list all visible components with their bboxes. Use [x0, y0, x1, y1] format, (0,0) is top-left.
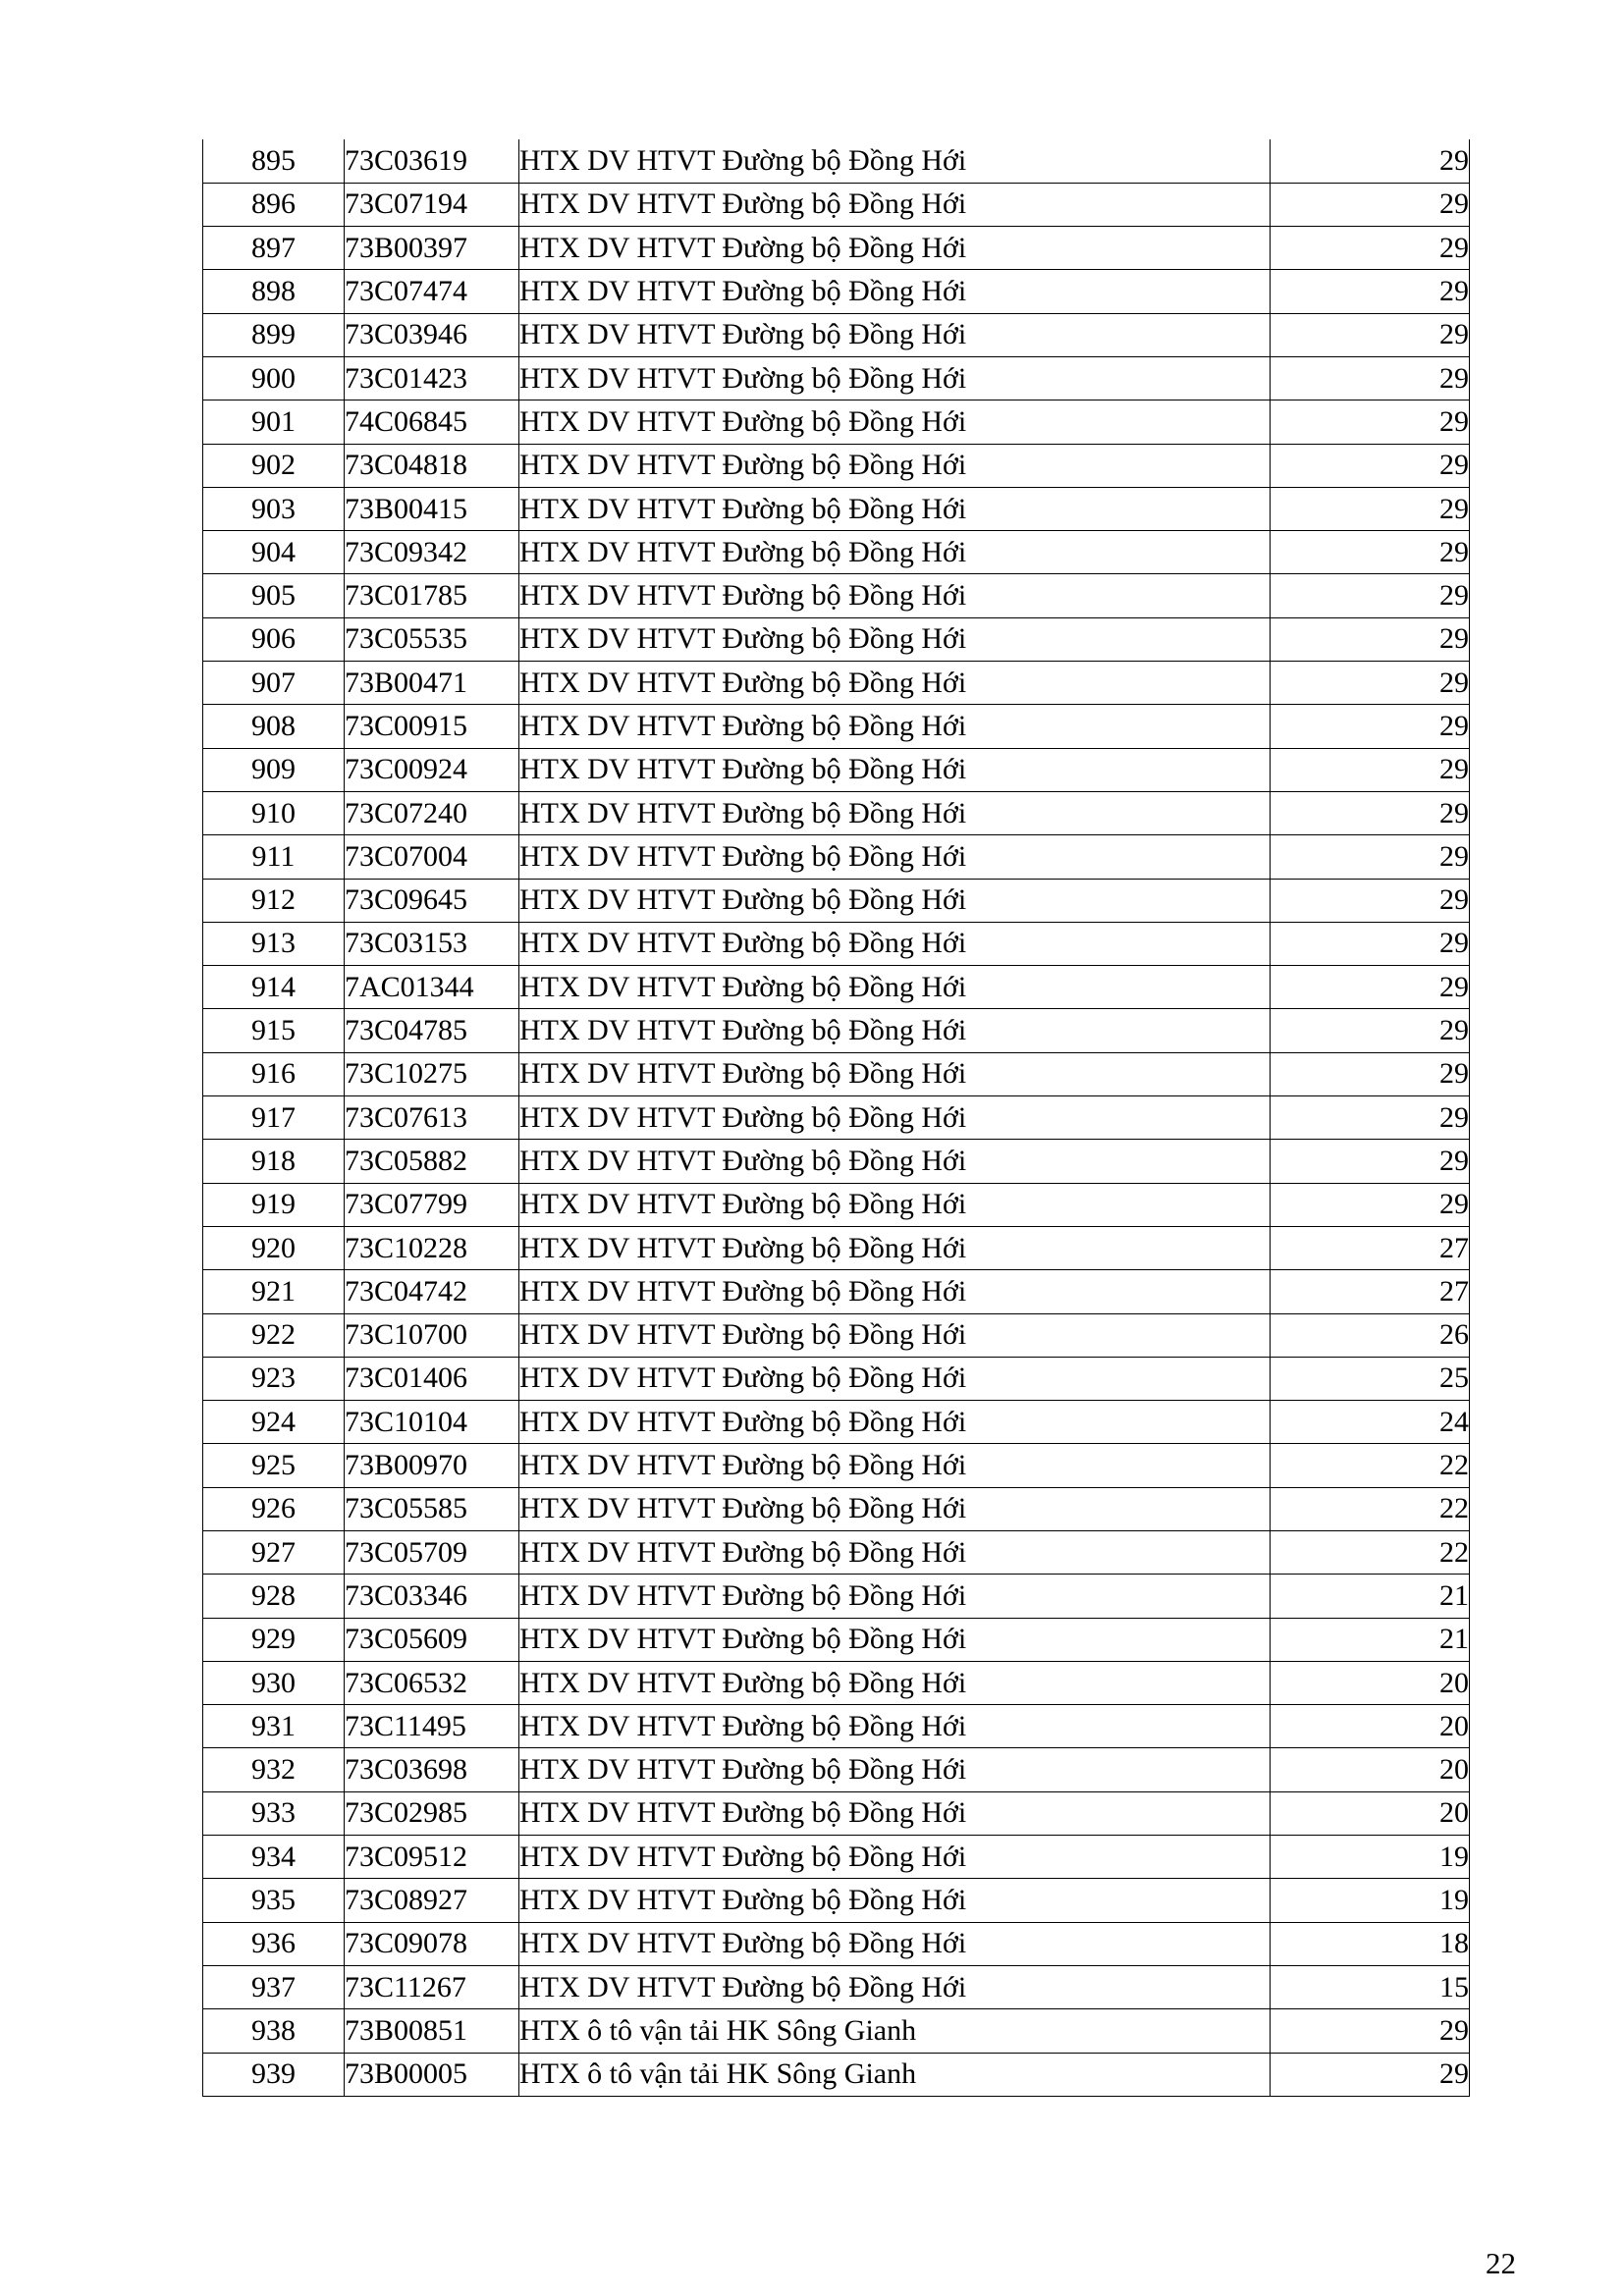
cell-stt: 910 [203, 791, 345, 834]
cell-unit-name: HTX DV HTVT Đường bộ Đồng Hới [519, 531, 1271, 574]
cell-value: 29 [1271, 2009, 1470, 2053]
table-row [203, 1357, 1470, 1400]
cell-unit-name: HTX DV HTVT Đường bộ Đồng Hới [519, 139, 1271, 183]
table-row [203, 1922, 1470, 1965]
cell-plate-number: 73C09078 [345, 1922, 519, 1965]
cell-unit-name: HTX DV HTVT Đường bộ Đồng Hới [519, 1879, 1271, 1922]
cell-plate-number: 73C04818 [345, 444, 519, 487]
cell-stt: 921 [203, 1270, 345, 1313]
table-row [203, 227, 1470, 270]
table-row [203, 1965, 1470, 2008]
table-row [203, 662, 1470, 705]
cell-unit-name: HTX DV HTVT Đường bộ Đồng Hới [519, 1575, 1271, 1618]
cell-plate-number: 73C01406 [345, 1357, 519, 1400]
cell-stt: 924 [203, 1401, 345, 1444]
table-row [203, 1748, 1470, 1791]
cell-value: 29 [1271, 748, 1470, 791]
table-row [203, 487, 1470, 530]
cell-value: 29 [1271, 1140, 1470, 1183]
cell-unit-name: HTX DV HTVT Đường bộ Đồng Hới [519, 1270, 1271, 1313]
table-row [203, 1096, 1470, 1140]
table-row [203, 270, 1470, 313]
table-row [203, 1226, 1470, 1269]
cell-value: 25 [1271, 1357, 1470, 1400]
table-row [203, 1444, 1470, 1487]
cell-stt: 903 [203, 487, 345, 530]
table-row [203, 1140, 1470, 1183]
cell-value: 29 [1271, 1183, 1470, 1226]
cell-unit-name: HTX DV HTVT Đường bộ Đồng Hới [519, 966, 1271, 1009]
cell-plate-number: 73C05535 [345, 617, 519, 661]
cell-unit-name: HTX DV HTVT Đường bộ Đồng Hới [519, 705, 1271, 748]
cell-unit-name: HTX DV HTVT Đường bộ Đồng Hới [519, 1357, 1271, 1400]
table-row [203, 400, 1470, 444]
cell-value: 29 [1271, 879, 1470, 922]
table-row [203, 1401, 1470, 1444]
cell-plate-number: 73C03346 [345, 1575, 519, 1618]
cell-unit-name: HTX DV HTVT Đường bộ Đồng Hới [519, 356, 1271, 400]
cell-unit-name: HTX DV HTVT Đường bộ Đồng Hới [519, 1444, 1271, 1487]
cell-plate-number: 73C03619 [345, 139, 519, 183]
cell-unit-name: HTX DV HTVT Đường bộ Đồng Hới [519, 1705, 1271, 1748]
cell-value: 29 [1271, 139, 1470, 183]
cell-stt: 919 [203, 1183, 345, 1226]
page-number: 22 [1486, 2246, 1516, 2280]
table-row [203, 1313, 1470, 1357]
cell-value: 22 [1271, 1444, 1470, 1487]
cell-value: 29 [1271, 270, 1470, 313]
table-row [203, 183, 1470, 226]
cell-stt: 899 [203, 313, 345, 356]
cell-value: 29 [1271, 966, 1470, 1009]
table-row [203, 356, 1470, 400]
cell-plate-number: 73B00851 [345, 2009, 519, 2053]
table-row [203, 2053, 1470, 2096]
table-row [203, 1575, 1470, 1618]
table-row [203, 1705, 1470, 1748]
table-row [203, 748, 1470, 791]
table-row [203, 444, 1470, 487]
cell-value: 29 [1271, 313, 1470, 356]
cell-value: 27 [1271, 1226, 1470, 1269]
cell-plate-number: 73C11495 [345, 1705, 519, 1748]
cell-value: 29 [1271, 617, 1470, 661]
cell-plate-number: 73B00970 [345, 1444, 519, 1487]
cell-plate-number: 73C10275 [345, 1052, 519, 1095]
table-row [203, 2009, 1470, 2053]
cell-unit-name: HTX DV HTVT Đường bộ Đồng Hới [519, 748, 1271, 791]
cell-value: 29 [1271, 227, 1470, 270]
cell-stt: 933 [203, 1791, 345, 1835]
cell-value: 29 [1271, 835, 1470, 879]
cell-plate-number: 73C10228 [345, 1226, 519, 1269]
cell-plate-number: 73C00915 [345, 705, 519, 748]
cell-plate-number: 73C07004 [345, 835, 519, 879]
cell-plate-number: 73C03946 [345, 313, 519, 356]
cell-stt: 914 [203, 966, 345, 1009]
cell-unit-name: HTX DV HTVT Đường bộ Đồng Hới [519, 1661, 1271, 1704]
cell-stt: 931 [203, 1705, 345, 1748]
cell-plate-number: 73C07613 [345, 1096, 519, 1140]
cell-stt: 936 [203, 1922, 345, 1965]
table-row [203, 531, 1470, 574]
cell-stt: 897 [203, 227, 345, 270]
cell-stt: 937 [203, 1965, 345, 2008]
cell-stt: 920 [203, 1226, 345, 1269]
cell-plate-number: 73C09342 [345, 531, 519, 574]
table-row [203, 1531, 1470, 1575]
cell-unit-name: HTX DV HTVT Đường bộ Đồng Hới [519, 791, 1271, 834]
cell-plate-number: 73C05882 [345, 1140, 519, 1183]
cell-plate-number: 73B00415 [345, 487, 519, 530]
cell-value: 29 [1271, 444, 1470, 487]
cell-value: 15 [1271, 1965, 1470, 2008]
cell-stt: 928 [203, 1575, 345, 1618]
cell-plate-number: 73C04785 [345, 1009, 519, 1052]
cell-unit-name: HTX DV HTVT Đường bộ Đồng Hới [519, 1052, 1271, 1095]
cell-value: 29 [1271, 574, 1470, 617]
cell-unit-name: HTX DV HTVT Đường bộ Đồng Hới [519, 574, 1271, 617]
cell-unit-name: HTX DV HTVT Đường bộ Đồng Hới [519, 227, 1271, 270]
cell-plate-number: 73C06532 [345, 1661, 519, 1704]
cell-unit-name: HTX DV HTVT Đường bộ Đồng Hới [519, 879, 1271, 922]
cell-stt: 934 [203, 1836, 345, 1879]
vehicle-table [202, 139, 1470, 2097]
cell-plate-number: 7AC01344 [345, 966, 519, 1009]
cell-unit-name: HTX DV HTVT Đường bộ Đồng Hới [519, 1791, 1271, 1835]
cell-value: 19 [1271, 1836, 1470, 1879]
cell-plate-number: 73C03153 [345, 922, 519, 965]
cell-unit-name: HTX DV HTVT Đường bộ Đồng Hới [519, 444, 1271, 487]
table-row [203, 1618, 1470, 1661]
cell-plate-number: 73C08927 [345, 1879, 519, 1922]
cell-value: 29 [1271, 791, 1470, 834]
cell-unit-name: HTX DV HTVT Đường bộ Đồng Hới [519, 1183, 1271, 1226]
cell-unit-name: HTX DV HTVT Đường bộ Đồng Hới [519, 1009, 1271, 1052]
cell-unit-name: HTX DV HTVT Đường bộ Đồng Hới [519, 1965, 1271, 2008]
table-row [203, 574, 1470, 617]
cell-value: 29 [1271, 400, 1470, 444]
cell-unit-name: HTX DV HTVT Đường bộ Đồng Hới [519, 1140, 1271, 1183]
table-body [203, 139, 1470, 2096]
cell-value: 29 [1271, 2053, 1470, 2096]
table-row [203, 617, 1470, 661]
cell-stt: 926 [203, 1487, 345, 1530]
cell-plate-number: 73C07474 [345, 270, 519, 313]
cell-unit-name: HTX DV HTVT Đường bộ Đồng Hới [519, 183, 1271, 226]
cell-unit-name: HTX DV HTVT Đường bộ Đồng Hới [519, 1487, 1271, 1530]
cell-stt: 901 [203, 400, 345, 444]
cell-plate-number: 73C04742 [345, 1270, 519, 1313]
table-row [203, 1183, 1470, 1226]
table-row [203, 313, 1470, 356]
cell-unit-name: HTX DV HTVT Đường bộ Đồng Hới [519, 922, 1271, 965]
cell-value: 29 [1271, 922, 1470, 965]
cell-stt: 904 [203, 531, 345, 574]
table-row [203, 835, 1470, 879]
cell-unit-name: HTX DV HTVT Đường bộ Đồng Hới [519, 487, 1271, 530]
cell-unit-name: HTX DV HTVT Đường bộ Đồng Hới [519, 1096, 1271, 1140]
table-row [203, 139, 1470, 183]
cell-plate-number: 73C10104 [345, 1401, 519, 1444]
cell-stt: 895 [203, 139, 345, 183]
cell-plate-number: 73C07240 [345, 791, 519, 834]
cell-stt: 915 [203, 1009, 345, 1052]
cell-plate-number: 73C10700 [345, 1313, 519, 1357]
cell-value: 22 [1271, 1531, 1470, 1575]
cell-value: 29 [1271, 1096, 1470, 1140]
cell-stt: 930 [203, 1661, 345, 1704]
cell-value: 22 [1271, 1487, 1470, 1530]
cell-unit-name: HTX DV HTVT Đường bộ Đồng Hới [519, 1618, 1271, 1661]
cell-unit-name: HTX DV HTVT Đường bộ Đồng Hới [519, 835, 1271, 879]
cell-unit-name: HTX DV HTVT Đường bộ Đồng Hới [519, 662, 1271, 705]
cell-value: 20 [1271, 1661, 1470, 1704]
cell-value: 20 [1271, 1705, 1470, 1748]
cell-plate-number: 73C11267 [345, 1965, 519, 2008]
cell-unit-name: HTX DV HTVT Đường bộ Đồng Hới [519, 1748, 1271, 1791]
cell-stt: 906 [203, 617, 345, 661]
cell-plate-number: 73C07799 [345, 1183, 519, 1226]
table-row [203, 966, 1470, 1009]
cell-unit-name: HTX DV HTVT Đường bộ Đồng Hới [519, 313, 1271, 356]
cell-value: 20 [1271, 1748, 1470, 1791]
cell-stt: 925 [203, 1444, 345, 1487]
cell-stt: 922 [203, 1313, 345, 1357]
cell-unit-name: HTX DV HTVT Đường bộ Đồng Hới [519, 1531, 1271, 1575]
cell-stt: 909 [203, 748, 345, 791]
cell-value: 19 [1271, 1879, 1470, 1922]
cell-stt: 911 [203, 835, 345, 879]
cell-value: 29 [1271, 1009, 1470, 1052]
cell-stt: 900 [203, 356, 345, 400]
cell-value: 29 [1271, 183, 1470, 226]
cell-value: 29 [1271, 662, 1470, 705]
table-row [203, 705, 1470, 748]
cell-plate-number: 73C07194 [345, 183, 519, 226]
cell-plate-number: 73C05709 [345, 1531, 519, 1575]
table-row [203, 1791, 1470, 1835]
table-row [203, 922, 1470, 965]
cell-stt: 927 [203, 1531, 345, 1575]
cell-stt: 939 [203, 2053, 345, 2096]
cell-unit-name: HTX DV HTVT Đường bộ Đồng Hới [519, 1922, 1271, 1965]
cell-unit-name: HTX ô tô vận tải HK Sông Gianh [519, 2053, 1271, 2096]
cell-plate-number: 73C05609 [345, 1618, 519, 1661]
cell-value: 26 [1271, 1313, 1470, 1357]
table-row [203, 1052, 1470, 1095]
cell-value: 20 [1271, 1791, 1470, 1835]
cell-plate-number: 73C02985 [345, 1791, 519, 1835]
table-row [203, 1879, 1470, 1922]
cell-plate-number: 73C09645 [345, 879, 519, 922]
cell-value: 27 [1271, 1270, 1470, 1313]
cell-value: 29 [1271, 356, 1470, 400]
cell-stt: 902 [203, 444, 345, 487]
cell-value: 29 [1271, 487, 1470, 530]
cell-stt: 905 [203, 574, 345, 617]
cell-stt: 912 [203, 879, 345, 922]
cell-value: 29 [1271, 705, 1470, 748]
cell-unit-name: HTX DV HTVT Đường bộ Đồng Hới [519, 1313, 1271, 1357]
cell-stt: 929 [203, 1618, 345, 1661]
cell-unit-name: HTX DV HTVT Đường bộ Đồng Hới [519, 1401, 1271, 1444]
table-row [203, 1009, 1470, 1052]
cell-unit-name: HTX DV HTVT Đường bộ Đồng Hới [519, 1836, 1271, 1879]
cell-stt: 898 [203, 270, 345, 313]
cell-value: 21 [1271, 1575, 1470, 1618]
table-row [203, 879, 1470, 922]
cell-plate-number: 73C03698 [345, 1748, 519, 1791]
cell-unit-name: HTX DV HTVT Đường bộ Đồng Hới [519, 1226, 1271, 1269]
cell-unit-name: HTX ô tô vận tải HK Sông Gianh [519, 2009, 1271, 2053]
cell-value: 24 [1271, 1401, 1470, 1444]
cell-stt: 917 [203, 1096, 345, 1140]
cell-value: 29 [1271, 1052, 1470, 1095]
table-row [203, 1487, 1470, 1530]
cell-stt: 907 [203, 662, 345, 705]
cell-stt: 913 [203, 922, 345, 965]
cell-stt: 938 [203, 2009, 345, 2053]
cell-plate-number: 73B00005 [345, 2053, 519, 2096]
cell-stt: 918 [203, 1140, 345, 1183]
cell-plate-number: 73B00397 [345, 227, 519, 270]
cell-unit-name: HTX DV HTVT Đường bộ Đồng Hới [519, 617, 1271, 661]
cell-stt: 916 [203, 1052, 345, 1095]
cell-plate-number: 73B00471 [345, 662, 519, 705]
cell-stt: 932 [203, 1748, 345, 1791]
cell-unit-name: HTX DV HTVT Đường bộ Đồng Hới [519, 270, 1271, 313]
cell-plate-number: 73C05585 [345, 1487, 519, 1530]
cell-plate-number: 73C00924 [345, 748, 519, 791]
cell-unit-name: HTX DV HTVT Đường bộ Đồng Hới [519, 400, 1271, 444]
table-row [203, 1270, 1470, 1313]
cell-plate-number: 73C01423 [345, 356, 519, 400]
cell-value: 29 [1271, 531, 1470, 574]
cell-plate-number: 73C09512 [345, 1836, 519, 1879]
cell-value: 21 [1271, 1618, 1470, 1661]
cell-plate-number: 74C06845 [345, 400, 519, 444]
table-row [203, 1836, 1470, 1879]
cell-stt: 923 [203, 1357, 345, 1400]
cell-stt: 908 [203, 705, 345, 748]
cell-stt: 896 [203, 183, 345, 226]
table-row [203, 791, 1470, 834]
cell-stt: 935 [203, 1879, 345, 1922]
table-row [203, 1661, 1470, 1704]
cell-plate-number: 73C01785 [345, 574, 519, 617]
cell-value: 18 [1271, 1922, 1470, 1965]
